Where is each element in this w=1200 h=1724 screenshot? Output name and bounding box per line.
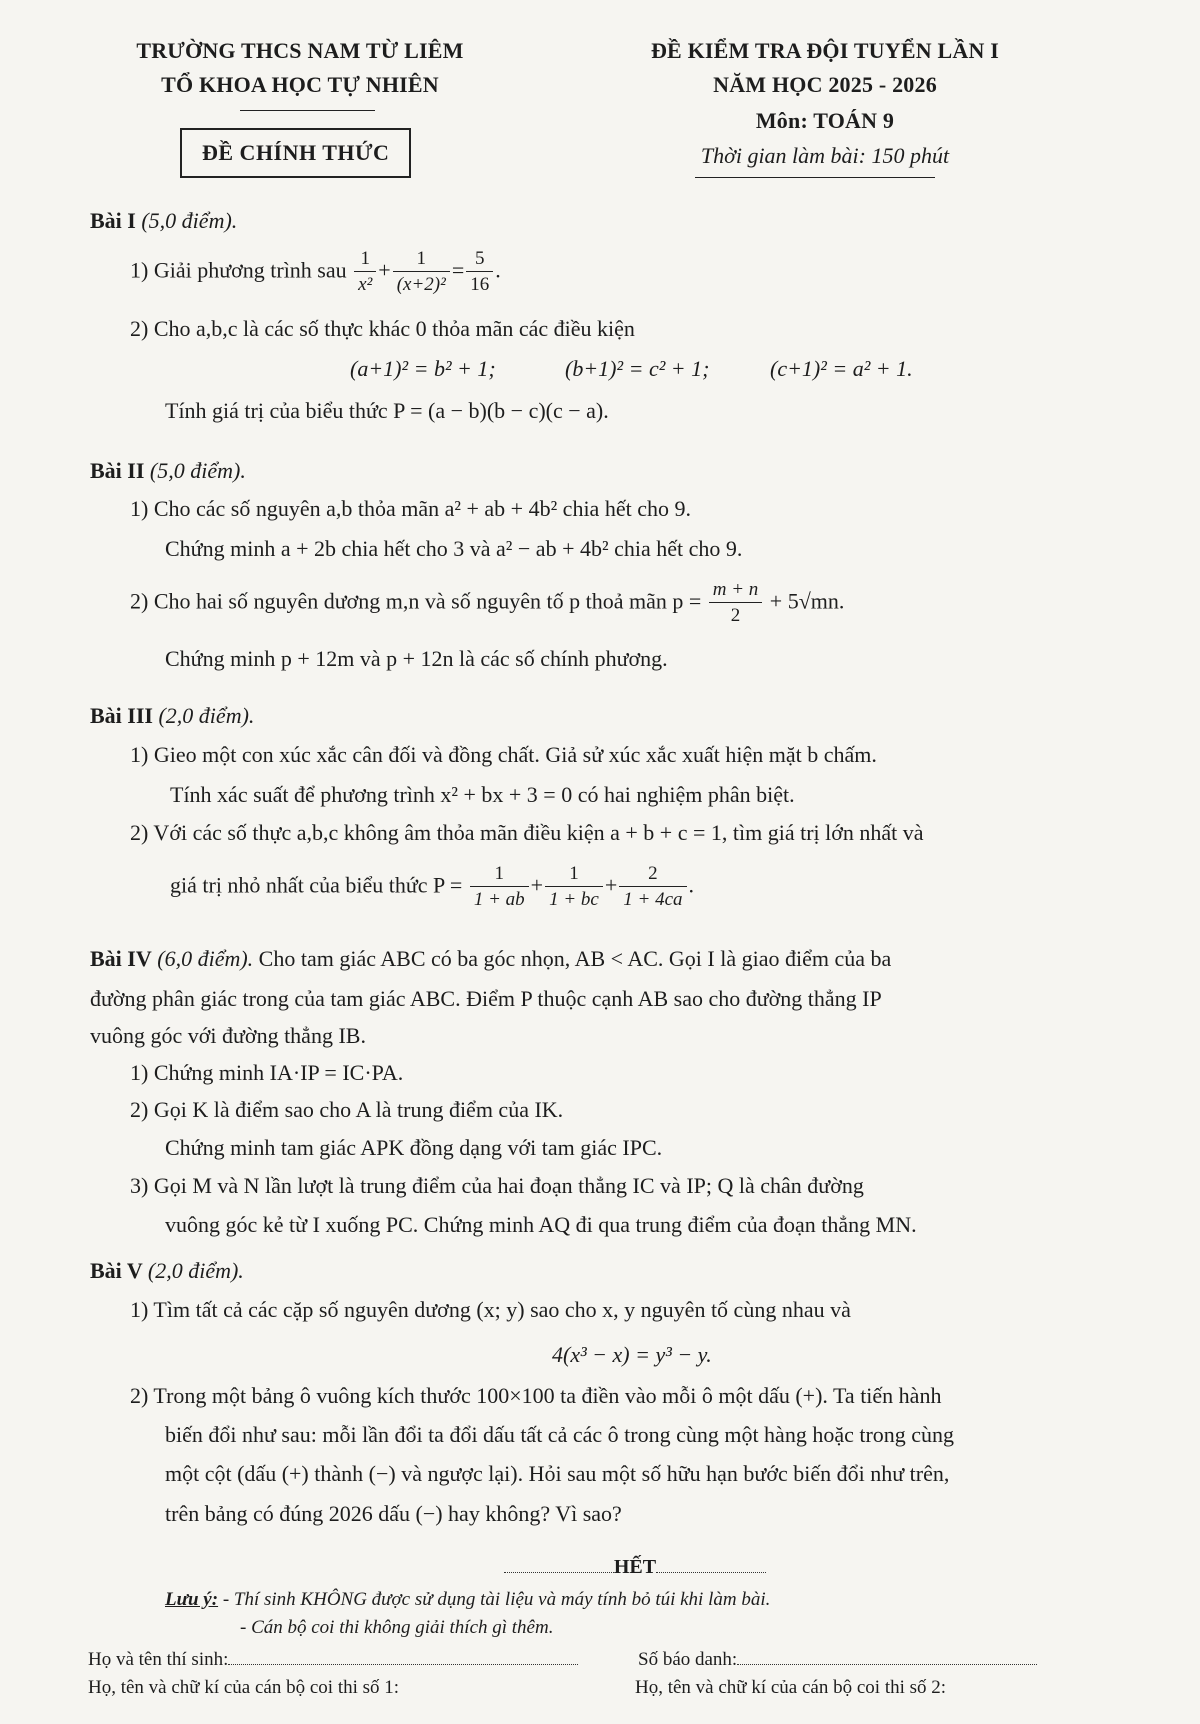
section-4-intro-line3: vuông góc với đường thẳng IB. <box>90 1023 366 1048</box>
section-4-intro-line1 <box>90 946 891 972</box>
end-marker <box>470 1556 800 1579</box>
q4-1: 1) Chứng minh IA·IP = IC·PA. <box>130 1060 404 1085</box>
section-3-label: Bài III <box>90 703 153 728</box>
q2-2-text: 2) Cho hai số nguyên dương m,n và số nguyên tố p thoả mãn p = <box>130 588 702 614</box>
q2-1-line2: Chứng minh a + 2b chia hết cho 3 và a² − ab + 4b² chia hết cho 9. <box>165 536 743 561</box>
fraction-mn: $\frac{m + n}{2}$ <box>709 578 763 629</box>
proctor-2-label: Họ, tên và chữ kí của cán bộ coi thi số 2: <box>635 1677 947 1698</box>
candidate-id-label: Số báo danh: <box>638 1649 738 1670</box>
q5-2-line2: biến đổi như sau: mỗi lần đổi ta đổi dấu tất cả các ô trong cùng một hàng hoặc trong cùng <box>165 1422 955 1447</box>
q5-1-line1: 1) Tìm tất cả các cặp số nguyên dương (x; y) sao cho x, y nguyên tố cùng nhau và <box>130 1297 851 1322</box>
exam-duration: Thời gian làm bài: 150 phút <box>700 143 950 168</box>
fraction-bc: $\frac{1}{1 + bc}$ <box>545 862 603 913</box>
candidate-id-line <box>638 1648 1037 1671</box>
note-label: Lưu ý: <box>165 1589 219 1610</box>
q2-2-line2: Chứng minh p + 12m và p + 12n là các số chính phương. <box>165 646 668 671</box>
candidate-name-label: Họ và tên thí sinh: <box>88 1649 229 1670</box>
header-right-rule <box>695 177 935 178</box>
q3-2-line1: 2) Với các số thực a,b,c không âm thỏa mãn điều kiện a + b + c = 1, tìm giá trị lớn nhất và <box>130 820 924 845</box>
section-5-points: (2,0 điểm). <box>147 1258 244 1283</box>
end-dots-right <box>656 1556 766 1573</box>
note-2: - Cán bộ coi thi không giải thích gì thêm. <box>240 1617 554 1638</box>
q3-2-line2: giá trị nhỏ nhất của biểu thức P = $\frac{1}{1 + ab}$ + $\frac{1}{1 + bc}$ + $\frac{2}{1 + 4ca}$ . <box>170 862 694 913</box>
candidate-name-line <box>88 1648 578 1671</box>
official-badge: ĐỀ CHÍNH THỨC <box>180 128 411 178</box>
q2-1-line1: 1) Cho các số nguyên a,b thỏa mãn a² + ab + 4b² chia hết cho 9. <box>130 496 691 521</box>
fraction-ca: $\frac{2}{1 + 4ca}$ <box>619 862 686 913</box>
q1-2-eq3: (c+1)² = a² + 1. <box>770 356 913 381</box>
q1-2-line1: 2) Cho a,b,c là các số thực khác 0 thỏa mãn các điều kiện <box>130 316 635 341</box>
section-2-title <box>90 458 246 484</box>
exam-title: ĐỀ KIỂM TRA ĐỘI TUYỂN LẦN I <box>650 38 1000 63</box>
q2-2-text-end: + 5√mn. <box>769 588 845 614</box>
q1-2-line3: Tính giá trị của biểu thức P = (a − b)(b − c)(c − a). <box>165 398 609 423</box>
header-left-rule <box>240 110 375 111</box>
section-4-intro-line2: đường phân giác trong của tam giác ABC. Điểm P thuộc cạnh AB sao cho đường thẳng IP <box>90 986 882 1011</box>
section-4-points: (6,0 điểm). <box>157 946 254 971</box>
note-1: - Thí sinh KHÔNG được sử dụng tài liệu và máy tính bỏ túi khi làm bài. <box>222 1589 771 1610</box>
section-5-label: Bài V <box>90 1258 143 1283</box>
q5-2-line3: một cột (dấu (+) thành (−) và ngược lại). Hỏi sau một số hữu hạn bước biến đổi như trên, <box>165 1461 950 1486</box>
candidate-id-field <box>737 1648 1037 1665</box>
section-4-label: Bài IV <box>90 946 152 971</box>
q3-1-line1: 1) Gieo một con xúc xắc cân đối và đồng chất. Giả sử xúc xắc xuất hiện mặt b chấm. <box>130 742 877 767</box>
q4-3-line1: 3) Gọi M và N lần lượt là trung điểm của hai đoạn thẳng IC và IP; Q là chân đường <box>130 1173 864 1198</box>
q5-2-line4: trên bảng có đúng 2026 dấu (−) hay không? Vì sao? <box>165 1501 622 1526</box>
candidate-name-field <box>228 1648 578 1665</box>
fraction-2: $\frac{1}{\text{(x+2)²}}$ <box>393 247 450 298</box>
section-1-q1: 1) Giải phương trình sau $\frac{1}{\text{x²}}$ + $\frac{1}{\text{(x+2)²}}$ = $\frac{5}{16}$ . <box>130 247 501 298</box>
fraction-1: $\frac{1}{\text{x²}}$ <box>354 247 376 298</box>
proctor-1-label: Họ, tên và chữ kí của cán bộ coi thi số 1: <box>88 1677 400 1698</box>
q1-2-eq2: (b+1)² = c² + 1; <box>565 356 710 381</box>
q4-3-line2: vuông góc kẻ từ I xuống PC. Chứng minh AQ đi qua trung điểm của đoạn thẳng MN. <box>165 1212 917 1237</box>
subject: Môn: TOÁN 9 <box>755 108 895 133</box>
q3-2-text: giá trị nhỏ nhất của biểu thức P = <box>170 872 463 898</box>
section-3-points: (2,0 điểm). <box>158 703 255 728</box>
department-name: TỔ KHOA HỌC TỰ NHIÊN <box>161 72 439 97</box>
q4-2-line2: Chứng minh tam giác APK đồng dạng với tam giác IPC. <box>165 1135 663 1160</box>
q5-1-equation: 4(x³ − x) = y³ − y. <box>552 1342 712 1367</box>
q5-2-line1: 2) Trong một bảng ô vuông kích thước 100×100 ta điền vào mỗi ô một dấu (+). Ta tiến hành <box>130 1383 942 1408</box>
end-dots-left <box>504 1556 614 1573</box>
section-3-title <box>90 703 254 729</box>
q4-2-line1: 2) Gọi K là điểm sao cho A là trung điểm của IK. <box>130 1097 564 1122</box>
section-2-label: Bài II <box>90 458 145 483</box>
section-2-points: (5,0 điểm). <box>149 458 246 483</box>
school-name: TRƯỜNG THCS NAM TỪ LIÊM <box>136 38 464 63</box>
q2-2-line1 <box>130 578 844 629</box>
school-year: NĂM HỌC 2025 - 2026 <box>713 72 937 97</box>
section-1-points: (5,0 điểm). <box>141 208 238 233</box>
q1-2-eq1: (a+1)² = b² + 1; <box>350 356 496 381</box>
q1-1-text: 1) Giải phương trình sau <box>130 257 347 283</box>
fraction-ab: $\frac{1}{1 + ab}$ <box>470 862 529 913</box>
section-1-title <box>90 208 237 234</box>
q3-1-line2: Tính xác suất để phương trình x² + bx + 3 = 0 có hai nghiệm phân biệt. <box>170 782 795 807</box>
end-text: HẾT <box>613 1556 657 1578</box>
note-line1 <box>165 1589 770 1611</box>
section-1-label: Bài I <box>90 208 136 233</box>
section-4-intro-text: Cho tam giác ABC có ba góc nhọn, AB < AC. Gọi I là giao điểm của ba <box>258 946 892 971</box>
fraction-3: $\frac{5}{16}$ <box>466 247 493 298</box>
section-5-title <box>90 1258 244 1284</box>
